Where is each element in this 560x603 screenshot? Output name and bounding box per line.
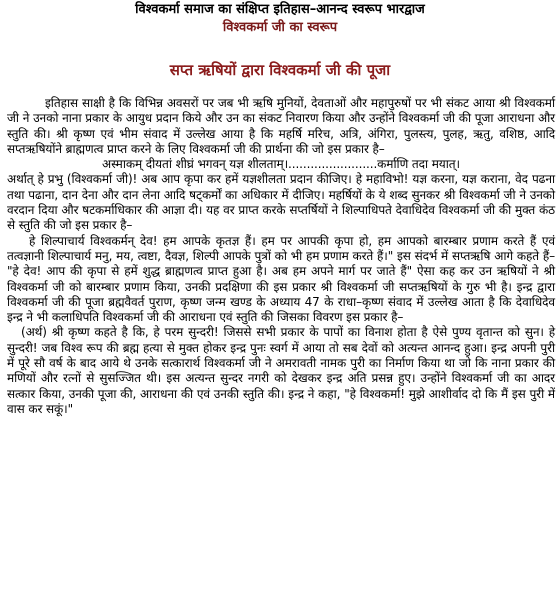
document-header: विश्वकर्मा समाज का संक्षिप्त इतिहास–आनन्द स्वरूप भारद्वाज [135, 2, 425, 17]
sanskrit-verse: अस्माकम् दीयतां शीघ्रं भगवन् यज्ञ शीलताम्।........................कर्माणि तदा मयात्। [102, 157, 460, 172]
paragraph-praise: हे शिल्पाचार्य विश्वकर्मन् देव! हम आपके कृतज्ञ हैं। हम पर आपकी कृपा हो, हम आपको बारम्बार प्रणाम करते हैं एवं तत्वज्ञानी शिल्पाचार्य मनु, मय, त्वष्टा, दैवज्ञ, शिल्पी आपके पुत्रों को भी हम प्रणाम करते हैं।" इस संदर्भ में सप्तऋषि आगे कहते हैं– "हे देव! आप की कृपा से हमें शुद्ध ब्राह्मणत्व प्राप्त हुआ है। अब हम अपने मार्ग पर जाते हैं" ऐसा कह कर उन ऋषियों ने श्री विश्वकर्मा जी को बारम्बार प्रणाम किया, उनकी प्रदक्षिणा की इस प्रकार श्री विश्वकर्मा जी सप्तऋषियों के गुरु भी है। इन्द्र द्वारा विश्वकर्मा जी की पूजा ब्रह्मवैवर्त पुराण, कृष्ण जन्म खण्ड के अध्याय 47 के राधा–कृष्ण संवाद में उल्लेख आता है कि देवाधिदेव इन्द्र ने भी कलाधिपति विश्वकर्मा जी की आराधना एवं स्तुति की जिसका विवरण इस प्रकार है– [7, 233, 555, 325]
section-title: सप्त ऋषियों द्वारा विश्वकर्मा जी की पूजा [169, 61, 391, 79]
paragraph-krishna: (अर्थ) श्री कृष्ण कहते है कि, हे परम सुन्दरी! जिससे सभी प्रकार के पापों का विनाश होता है ऐसे पुण्य वृतान्त को सुन। हे सुन्दरी! जब विश्व रूप की ब्रह्म हत्या से मुक्त होकर इन्द्र पुनः स्वर्ग में आया तो सब देवों को अत्यन्त आनन्द हुआ। इन्द्र अपनी पुरी में पूरे सौ वर्ष के बाद आये थे उनके सत्कारार्थ विश्वकर्मा जी ने अमरावती नामक पुरी का निर्माण किया था जो कि नाना प्रकार की मणियों और रत्नों से सुसज्जित थी। इस अत्यन्त सुन्दर नगरी को देखकर इन्द्र अति प्रसन्न हुए। उन्होंने विश्वकर्मा जी का आदर सत्कार किया, उनकी पूजा की, आराधना की एवं उनकी स्तुति की। इन्द्र ने कहा, "हे विश्वकर्मा! मुझे आशीर्वाद दो कि मैं इस पुरी में वास कर सकूं।" [7, 325, 555, 416]
document-body [7, 96, 555, 417]
document-subheader: विश्वकर्मा जी का स्वरूप [222, 20, 338, 35]
paragraph-intro: इतिहास साक्षी है कि विभिन्न अवसरों पर जब भी ऋषि मुनियों, देवताओं और महापुरुषों पर भी संकट आया श्री विश्वकर्मा जी ने उनको नाना प्रकार के आयुध प्रदान किये और उन का संकट निवारण किया और उन्होंने विश्वकर्मा जी की पूजा आराधना और स्तुति की। श्री कृष्ण एवं भीम संवाद में उल्लेख आया है कि महर्षि मरिच, अत्रि, अंगिरा, पुलस्त्य, पुलह, ऋतु, वशिष्ठ, आदि सप्तऋषियोंने ब्राह्मणत्व प्राप्त करने के लिए विश्वकर्मा जी की प्रार्थना की जो इस प्रकार है– [7, 96, 555, 156]
paragraph-meaning: अर्थात् हे प्रभु (विश्वकर्मा जी)! अब आप कृपा कर हमें यज्ञशीलता प्रदान कीजिए। हे महाविभो! यज्ञ करना, यज्ञ कराना, वेद पढना तथा पढाना, दान देना और दान लेना आदि षट्कर्मों का अधिकार में दीजिए। महर्षियों के ये शब्द सुनकर श्री विश्वकर्मा जी ने उनको वरदान दिया और षटकर्माधिकार की आज्ञा दी। यह वर प्राप्त करके सप्तर्षियों ने शिल्पाधिपते देवाधिदेव विश्वकर्मा जी की मुक्त कंठ से स्तुति की जो इस प्रकार है– [7, 172, 555, 233]
